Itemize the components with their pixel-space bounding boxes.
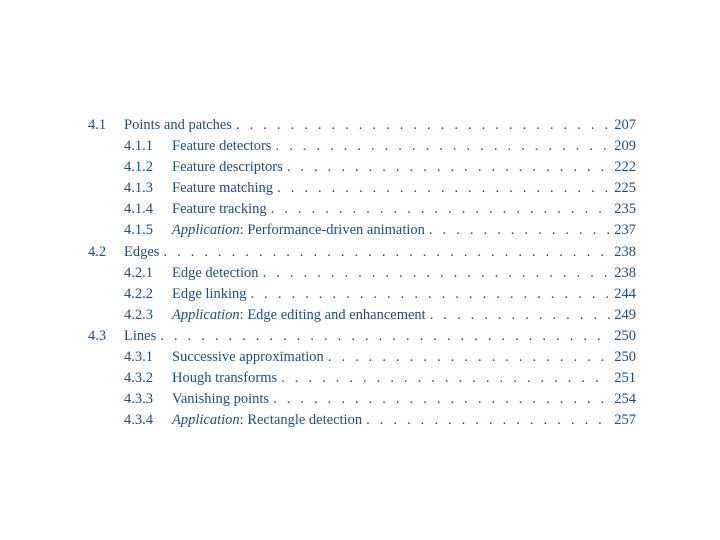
section-number: 4.3.3 (124, 391, 153, 408)
section-title: Feature detectors (172, 138, 272, 155)
toc-entry[interactable] (88, 136, 636, 157)
section-number: 4.3.2 (124, 370, 153, 387)
page-number: 250 (614, 349, 636, 366)
page-number: 238 (614, 264, 636, 281)
toc-entry[interactable] (88, 368, 636, 389)
dot-leader (259, 263, 610, 284)
toc-entry[interactable] (88, 178, 636, 199)
page-number: 235 (614, 201, 636, 218)
section-number: 4.2.2 (124, 285, 153, 302)
toc-entry[interactable] (88, 115, 636, 136)
section-number: 4.1.4 (124, 201, 153, 218)
page-number: 250 (614, 327, 636, 344)
toc-entry[interactable] (88, 242, 636, 263)
section-number: 4.1.3 (124, 180, 153, 197)
dot-leader (156, 326, 610, 347)
dot-leader (425, 220, 610, 241)
dot-leader (267, 199, 610, 220)
section-title: Points and patches (124, 117, 232, 133)
section-number: 4.2 (88, 243, 107, 260)
dot-leader (283, 157, 610, 178)
dot-leader (271, 136, 610, 157)
section-title: Lines (124, 327, 157, 344)
section-title: Edge linking (172, 285, 247, 302)
dot-leader (269, 389, 610, 410)
page-number: 249 (614, 306, 636, 323)
section-title: Vanishing points (172, 391, 270, 408)
dot-leader (232, 115, 610, 136)
toc-entry[interactable] (88, 220, 636, 241)
page-number: 238 (614, 243, 636, 260)
section-title: Application: Edge editing and enhancement (172, 306, 426, 323)
toc-entry[interactable] (88, 199, 636, 220)
dot-leader (277, 368, 610, 389)
section-number: 4.1.5 (124, 222, 153, 239)
section-title: Feature descriptors (172, 159, 283, 176)
section-number: 4.3.4 (124, 412, 153, 429)
section-number: 4.3.1 (124, 349, 153, 366)
section-title: Feature matching (172, 180, 274, 197)
toc-entry[interactable] (88, 389, 636, 410)
toc-entry[interactable] (88, 410, 636, 431)
dot-leader (273, 178, 610, 199)
table-of-contents (88, 115, 636, 431)
page-number: 222 (614, 159, 636, 176)
page-number: 251 (614, 370, 636, 387)
dot-leader (324, 347, 610, 368)
toc-entry[interactable] (88, 157, 636, 178)
section-number: 4.1 (88, 117, 107, 133)
section-title: Application: Performance-driven animation (172, 222, 425, 239)
page-number: 225 (614, 180, 636, 197)
page-number: 207 (614, 117, 636, 133)
toc-entry[interactable] (88, 326, 636, 347)
page-number: 237 (614, 222, 636, 239)
section-title: Edges (124, 243, 160, 260)
section-title: Hough transforms (172, 370, 278, 387)
section-number: 4.2.3 (124, 306, 153, 323)
page-number: 209 (614, 138, 636, 155)
toc-entry[interactable] (88, 347, 636, 368)
section-number: 4.1.1 (124, 138, 153, 155)
application-label: Application (172, 306, 240, 323)
application-label: Application (172, 222, 240, 239)
page-number: 244 (614, 285, 636, 302)
section-title: Successive approximation (172, 349, 324, 366)
dot-leader (247, 284, 610, 305)
page-number: 257 (614, 412, 636, 429)
dot-leader (159, 242, 610, 263)
section-title: Edge detection (172, 264, 259, 281)
page-number: 254 (614, 391, 636, 408)
section-number: 4.2.1 (124, 264, 153, 281)
toc-entry[interactable] (88, 263, 636, 284)
application-label: Application (172, 412, 240, 429)
section-number: 4.1.2 (124, 159, 153, 176)
dot-leader (426, 305, 610, 326)
section-title: Application: Rectangle detection (172, 412, 363, 429)
section-title: Feature tracking (172, 201, 267, 218)
toc-entry[interactable] (88, 305, 636, 326)
section-number: 4.3 (88, 327, 107, 344)
toc-entry[interactable] (88, 284, 636, 305)
dot-leader (362, 410, 610, 431)
